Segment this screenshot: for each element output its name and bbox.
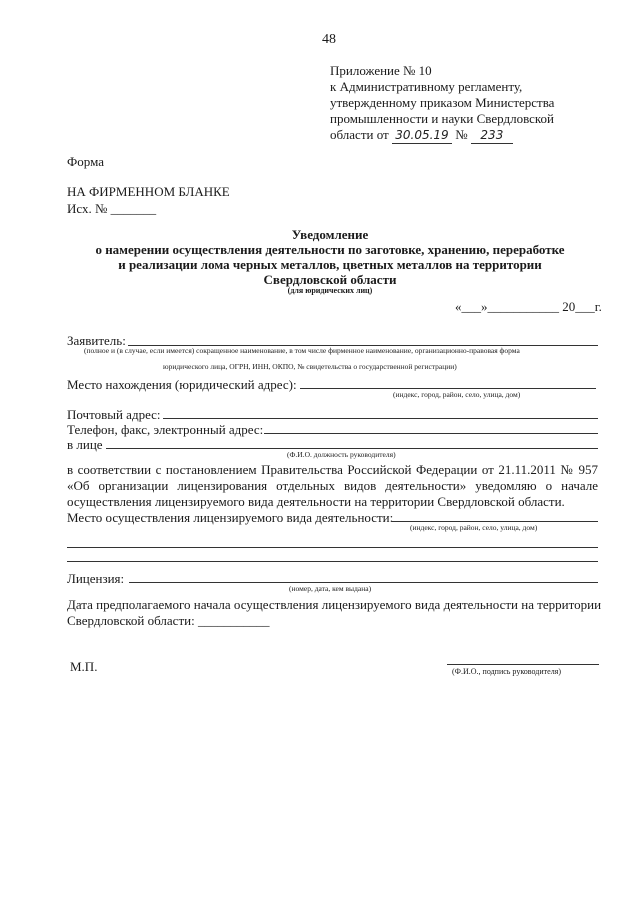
body-line: «Об организации лицензирования отдельных видов деятельности» уведомляю о начале (67, 478, 598, 493)
title-line: Уведомление (291, 227, 369, 242)
location-field-line (300, 388, 596, 389)
activity-place-extra-line (67, 561, 598, 562)
location-label: Место нахождения (юридический адрес): (67, 377, 297, 392)
activity-place-hint: (индекс, город, район, село, улица, дом) (410, 523, 538, 532)
signature-hint: (Ф.И.О., подпись руководителя) (452, 667, 562, 676)
letterhead-label: НА ФИРМЕННОМ БЛАНКЕ (67, 184, 230, 199)
body-line: осуществления лицензируемого вида деятельности на территории Свердловской области. (67, 494, 565, 509)
appendix-line: к Административному регламенту, (330, 79, 523, 94)
license-label: Лицензия: (67, 571, 125, 586)
activity-place-label: Место осуществления лицензируемого вида деятельности: (67, 510, 394, 525)
postal-address-field-line (163, 418, 598, 419)
title-note: (для юридических лиц) (287, 286, 373, 295)
applicant-hint: юридического лица, ОГРН, ИНН, ОКПО, № свидетельства о государственной регистрации) (163, 362, 457, 371)
contacts-field-line (264, 433, 598, 434)
person-label: в лице (67, 437, 103, 452)
appendix-line: промышленности и науки Свердловской (330, 111, 555, 126)
contacts-label: Телефон, факс, электронный адрес: (67, 422, 264, 437)
postal-address-label: Почтовый адрес: (67, 407, 161, 422)
activity-place-extra-line (67, 547, 598, 548)
activity-place-field-line (392, 521, 598, 522)
person-hint: (Ф.И.О. должность руководителя) (287, 450, 396, 459)
location-hint: (индекс, город, район, село, улица, дом) (393, 390, 521, 399)
person-field-line (106, 448, 598, 449)
handwritten-number: 233 (471, 127, 513, 144)
applicant-label: Заявитель: (67, 333, 126, 348)
start-date-line: Свердловской области: ___________ (67, 613, 270, 628)
license-field-line (129, 582, 598, 583)
stamp-placeholder: М.П. (70, 659, 98, 674)
appendix-date-line (330, 127, 513, 144)
license-hint: (номер, дата, кем выдана) (289, 584, 372, 593)
applicant-hint: (полное и (в случае, если имеется) сокращенное наименование, в том числе фирменное наименование, организационно-правовая форма (84, 346, 520, 355)
title-line: Свердловской области (263, 272, 397, 287)
signature-line (447, 664, 599, 665)
appendix-line-prefix: области от (330, 127, 389, 142)
title-line: и реализации лома черных металлов, цветных металлов на территории (118, 257, 542, 272)
appendix-line: утвержденному приказом Министерства (330, 95, 555, 110)
body-line: в соответствии с постановлением Правительства Российской Федерации от 21.11.2011 № 957 (67, 462, 598, 477)
appendix-line: Приложение № 10 (330, 63, 432, 78)
handwritten-date: 30.05.19 (392, 127, 452, 144)
start-date-line: Дата предполагаемого начала осуществления лицензируемого вида деятельности на территории (67, 597, 602, 612)
title-line: о намерении осуществления деятельности по заготовке, хранению, переработке (95, 242, 565, 257)
page-number: 48 (322, 32, 336, 47)
date-line: «___»___________ 20___г. (455, 299, 602, 314)
form-label: Форма (67, 154, 104, 169)
number-sign: № (455, 127, 468, 142)
outgoing-number: Исх. № _______ (67, 201, 157, 216)
